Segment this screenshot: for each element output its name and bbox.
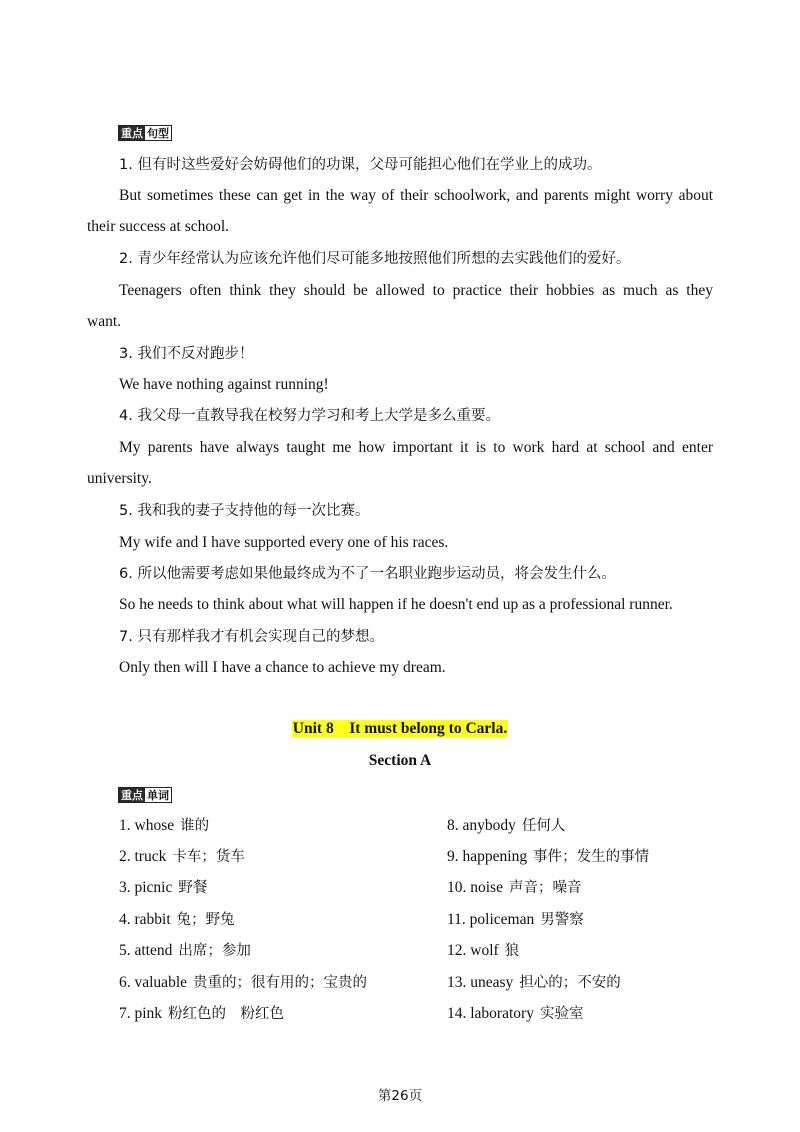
sentence-6-english: So he needs to think about what will happen if he doesn't end up as a professional runner.	[119, 596, 673, 613]
vocab-item	[119, 1004, 284, 1024]
sentence-3-english: We have nothing against running!	[119, 376, 329, 393]
unit-title-text: Unit 8 It must belong to Carla.	[292, 720, 508, 737]
sentence-7-chinese: 7. 只有那样我才有机会实现自己的梦想。	[119, 629, 384, 645]
sentence-1-english-line1: But sometimes these can get in the way of their schoolwork, and parents might worry about	[119, 187, 713, 204]
vocab-meaning: 狼	[504, 943, 520, 959]
vocab-word: 2. truck	[119, 848, 167, 865]
vocab-word: 8. anybody	[447, 817, 516, 834]
vocab-item	[119, 941, 251, 961]
sentence-1-english-line2: their success at school.	[87, 218, 230, 235]
vocab-word: 6. valuable	[119, 974, 188, 991]
vocab-item	[447, 816, 565, 836]
vocab-item	[119, 816, 209, 836]
vocab-word: 12. wolf	[447, 942, 499, 959]
badge-dark-part: 重点	[121, 127, 143, 140]
vocab-meaning: 任何人	[521, 818, 566, 834]
vocab-meaning: 男警察	[540, 912, 584, 928]
vocab-item	[447, 941, 519, 961]
vocab-meaning: 担心的；不安的	[519, 975, 621, 991]
badge-light-part: 单词	[147, 789, 169, 802]
vocab-meaning: 事件；发生的事情	[533, 849, 650, 865]
page-number: 第26页	[377, 1088, 423, 1104]
vocab-item	[447, 973, 621, 993]
sentence-6-chinese: 6. 所以他需要考虑如果他最终成为不了一名职业跑步运动员，将会发生什么。	[119, 566, 616, 582]
sentence-3-chinese: 3. 我们不反对跑步！	[119, 346, 254, 362]
vocab-item	[119, 910, 235, 930]
sentence-5-english: My wife and I have supported every one of his races.	[119, 534, 449, 551]
vocab-word: 3. picnic	[119, 879, 173, 896]
vocab-word: 5. attend	[119, 942, 173, 959]
badge-light-part: 句型	[147, 127, 169, 140]
sentence-2-english-line2: want.	[87, 313, 122, 330]
vocab-meaning: 谁的	[180, 818, 210, 834]
vocab-meaning: 卡车；货车	[172, 849, 245, 865]
vocab-meaning: 贵重的；很有用的；宝贵的	[193, 975, 368, 991]
vocab-item	[447, 847, 649, 867]
unit-title	[0, 719, 800, 739]
vocab-item	[447, 878, 581, 898]
vocab-item	[119, 973, 367, 993]
vocab-word: 11. policeman	[447, 911, 535, 928]
sentence-1-chinese: 1. 但有时这些爱好会妨碍他们的功课，父母可能担心他们在学业上的成功。	[119, 157, 602, 173]
sentence-4-chinese: 4. 我父母一直教导我在校努力学习和考上大学是多么重要。	[119, 408, 500, 424]
key-sentences-badge	[118, 125, 172, 141]
vocab-meaning: 野餐	[178, 880, 208, 896]
vocab-meaning: 声音；噪音	[508, 880, 582, 896]
sentence-7-english: Only then will I have a chance to achieve my dream.	[119, 659, 446, 676]
sentence-4-english-line2: university.	[87, 470, 152, 487]
vocab-word: 13. uneasy	[447, 974, 514, 991]
sentence-2-english-line1: Teenagers often think they should be allowed to practice their hobbies as much as they	[119, 282, 713, 299]
section-title: Section A	[368, 752, 432, 769]
vocab-meaning: 兔；野兔	[176, 912, 235, 928]
vocab-item	[119, 878, 207, 898]
vocab-item	[447, 910, 584, 930]
vocab-word: 4. rabbit	[119, 911, 171, 928]
key-words-badge	[118, 787, 172, 803]
vocab-meaning: 出席；参加	[178, 943, 251, 959]
vocab-word: 14. laboratory	[447, 1005, 534, 1022]
badge-dark-part: 重点	[121, 789, 143, 802]
sentence-5-chinese: 5. 我和我的妻子支持他的每一次比赛。	[119, 503, 370, 519]
sentence-4-english-line1: My parents have always taught me how important it is to work hard at school and enter	[119, 439, 713, 456]
vocab-meaning: 实验室	[539, 1006, 584, 1022]
vocab-word: 9. happening	[447, 848, 528, 865]
vocab-word: 10. noise	[447, 879, 503, 896]
vocab-item	[447, 1004, 583, 1024]
vocab-meaning: 粉红色的 粉红色	[168, 1006, 285, 1022]
vocab-word: 1. whose	[119, 817, 175, 834]
vocab-item	[119, 847, 245, 867]
sentence-2-chinese: 2. 青少年经常认为应该允许他们尽可能多地按照他们所想的去实践他们的爱好。	[119, 251, 631, 267]
vocab-word: 7. pink	[119, 1005, 163, 1022]
